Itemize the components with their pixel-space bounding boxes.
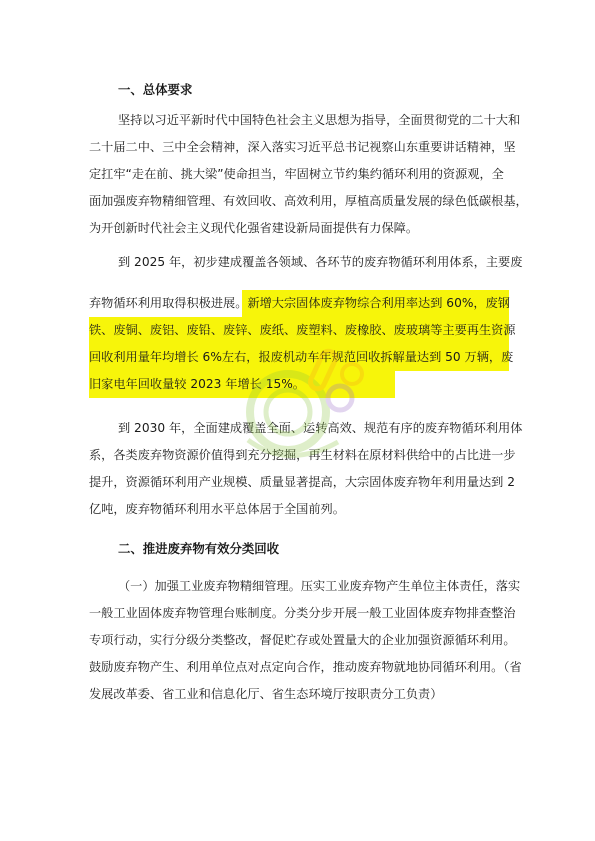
paragraph-line: 亿吨，废弃物循环利用水平总体居于全国前列。 bbox=[89, 502, 345, 516]
paragraph-line: 到 2025 年，初步建成覆盖各领域、各环节的废弃物循环利用体系，主要废 bbox=[118, 255, 523, 269]
paragraph-line bbox=[89, 295, 510, 311]
paragraph-line: 二十届二中、三中全会精神，深入落实习近平总书记视察山东重要讲话精神，坚 bbox=[89, 140, 516, 154]
paragraph-line: 定扛牢“走在前、挑大梁”使命担当，牢固树立节约集约循环利用的资源观，全 bbox=[89, 167, 504, 181]
paragraph-line: 系，各类废弃物资源价值得到充分挖掘，再生材料在原材料供给中的占比进一步 bbox=[89, 448, 516, 462]
paragraph-line: 为开创新时代社会主义现代化强省建设新局面提供有力保障。 bbox=[89, 221, 419, 235]
highlighted-line: 旧家电年回收量较 2023 年增长 15%。 bbox=[89, 377, 305, 391]
paragraph-line: 面加强废弃物精细管理、有效回收、高效利用，厚植高质量发展的绿色低碳根基， bbox=[89, 194, 528, 208]
paragraph-line: 鼓励废弃物产生、利用单位点对点定向合作，推动废弃物就地协同循环利用。（省 bbox=[89, 660, 522, 674]
paragraph-line: 到 2030 年，全面建成覆盖全面、运转高效、规范有序的废弃物循环利用体 bbox=[118, 421, 523, 435]
paragraph-line: 一般工业固体废弃物管理台账制度。分类分步开展一般工业固体废弃物排查整治 bbox=[89, 606, 516, 620]
highlighted-line: 铁、废铜、废铝、废铅、废锌、废纸、废塑料、废橡胶、废玻璃等主要再生资源 bbox=[89, 323, 516, 337]
section-heading-1: 一、总体要求 bbox=[118, 82, 193, 97]
highlighted-line: 回收利用量年均增长 6%左右，报废机动车年规范回收拆解量达到 50 万辆，废 bbox=[89, 350, 514, 364]
plain-text: 弃物循环利用取得积极进展。 bbox=[89, 296, 248, 310]
highlighted-text: 新增大宗固体废弃物综合利用率达到 60%，废钢 bbox=[247, 296, 510, 310]
paragraph-line: 专项行动，实行分级分类整改，督促贮存或处置量大的企业加强资源循环利用。 bbox=[89, 633, 516, 647]
section-heading-2: 二、推进废弃物有效分类回收 bbox=[118, 541, 280, 556]
paragraph-line: 提升，资源循环利用产业规模、质量显著提高，大宗固体废弃物年利用量达到 2 bbox=[89, 475, 516, 489]
watermark-logo bbox=[228, 330, 378, 480]
paragraph-line: （一）加强工业废弃物精细管理。压实工业废弃物产生单位主体责任，落实 bbox=[118, 579, 521, 593]
paragraph-line: 坚持以习近平新时代中国特色社会主义思想为指导，全面贯彻党的二十大和 bbox=[118, 113, 521, 127]
paragraph-line: 发展改革委、省工业和信息化厅、省生态环境厅按职责分工负责） bbox=[89, 687, 443, 701]
